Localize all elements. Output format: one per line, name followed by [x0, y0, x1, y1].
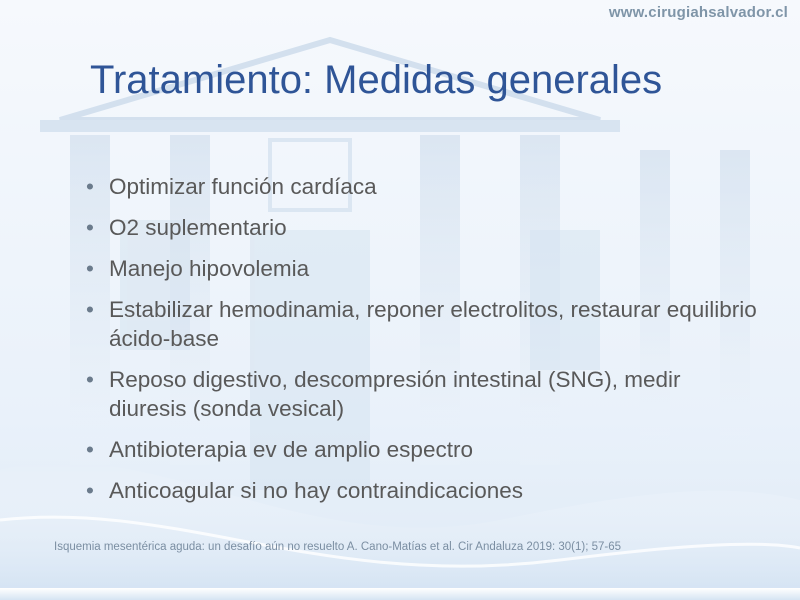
list-item-text: Antibioterapia ev de amplio espectro — [109, 437, 473, 462]
list-item-text: Manejo hipovolemia — [109, 256, 310, 281]
list-item — [84, 476, 764, 505]
bullet-icon: • — [86, 215, 94, 240]
bullet-icon: • — [86, 297, 94, 322]
bullet-icon: • — [86, 256, 94, 281]
list-item — [84, 295, 764, 353]
list-item — [84, 254, 764, 283]
list-item-text: O2 suplementario — [109, 215, 287, 240]
bottom-band — [0, 588, 800, 600]
list-item — [84, 213, 764, 242]
list-item — [84, 172, 764, 201]
list-item-text: Anticoagular si no hay contraindicaciones — [109, 478, 523, 503]
bullet-icon: • — [86, 437, 94, 462]
bullet-icon: • — [86, 367, 94, 392]
citation: Isquemia mesentérica aguda: un desafío aún no resuelto A. Cano-Matías et al. Cir Andaluza 2019: 30(1); 57-65 — [54, 541, 622, 553]
list-item-text: Optimizar función cardíaca — [109, 174, 377, 199]
list-item-text: Reposo digestivo, descompresión intestinal (SNG), medir diuresis (sonda vesical) — [109, 367, 681, 421]
slide-title: Tratamiento: Medidas generales — [90, 58, 663, 102]
bullet-icon: • — [86, 174, 94, 199]
list-item — [84, 435, 764, 464]
bullet-list — [84, 172, 764, 517]
list-item-text: Estabilizar hemodinamia, reponer electrolitos, restaurar equilibrio ácido-base — [109, 297, 757, 351]
list-item — [84, 365, 764, 423]
bullet-icon: • — [86, 478, 94, 503]
site-url: www.cirugiahsalvador.cl — [608, 4, 788, 21]
